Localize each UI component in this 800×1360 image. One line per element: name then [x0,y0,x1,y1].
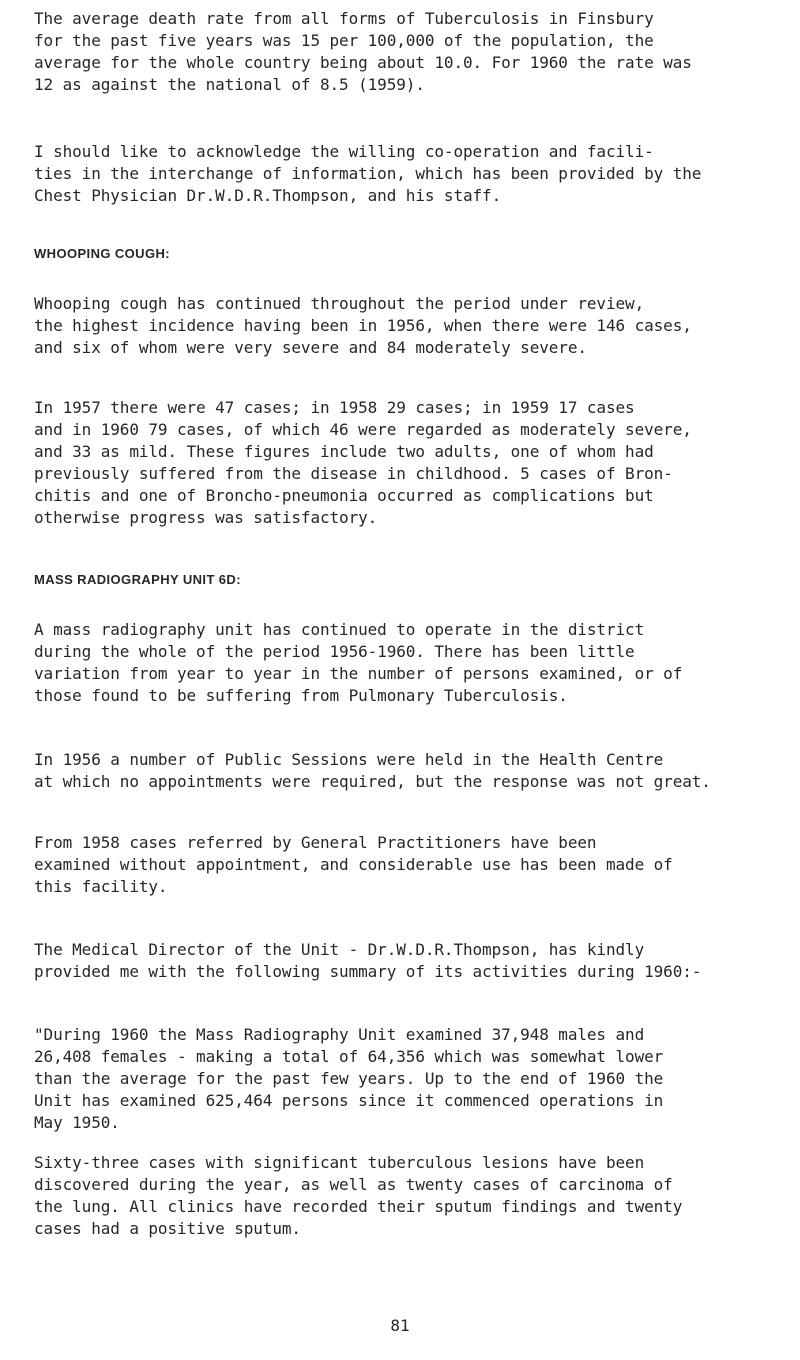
whooping-cough-heading: WHOOPING COUGH: [34,246,170,261]
page-number: 81 [390,1316,410,1335]
whooping-cough-paragraph-1: Whooping cough has continued throughout the period under review, the highest incidence having been in 1956, when there were 146 cases, and six of whom were very severe and 84 moderately severe. [34,294,692,357]
acknowledgement-paragraph: I should like to acknowledge the willing co-operation and facili- ties in the interchange of information, which has been provided by the Chest Physician Dr.W.D.R.Thompson, and his staff. [34,142,702,205]
mass-radiography-paragraph-2: In 1956 a number of Public Sessions were held in the Health Centre at which no appointments were required, but the response was not great. [34,750,711,791]
mass-radiography-paragraph-3: From 1958 cases referred by General Practitioners have been examined without appointment, and considerable use has been made of this facility. [34,833,673,896]
mass-radiography-paragraph-1: A mass radiography unit has continued to operate in the district during the whole of the period 1956-1960. There has been little variation from year to year in the number of persons examined, or of those found to be suffering from Pulmonary Tuberculosis. [34,620,683,705]
whooping-cough-paragraph-2: In 1957 there were 47 cases; in 1958 29 cases; in 1959 17 cases and in 1960 79 cases, of which 46 were regarded as moderately severe, and 33 as mild. These figures include two adults, one of whom had previously suffered from the disease in childhood. 5 cases of Bron- chitis and one of Broncho-pneumonia occurred as complications but otherwise progress was satisfactory. [34,398,692,527]
mass-radiography-heading: MASS RADIOGRAPHY UNIT 6D: [34,572,241,587]
mass-radiography-paragraph-4: The Medical Director of the Unit - Dr.W.D.R.Thompson, has kindly provided me with the following summary of its activities during 1960:- [34,940,702,981]
tb-death-rate-paragraph: The average death rate from all forms of Tuberculosis in Finsbury for the past five years was 15 per 100,000 of the population, the average for the whole country being about 10.0. For 1960 the rate was 12 as against the national of 8.5 (1959). [34,9,692,94]
radiography-summary-findings: Sixty-three cases with significant tuberculous lesions have been discovered during the year, as well as twenty cases of carcinoma of the lung. All clinics have recorded their sputum findings and twenty cases had a positive sputum. [34,1153,683,1238]
radiography-summary-quote: "During 1960 the Mass Radiography Unit examined 37,948 males and 26,408 females - making a total of 64,356 which was somewhat lower than the average for the past few years. Up to the end of 1960 the Unit has examined 625,464 persons since it commenced operations in May 1950. [34,1025,664,1132]
